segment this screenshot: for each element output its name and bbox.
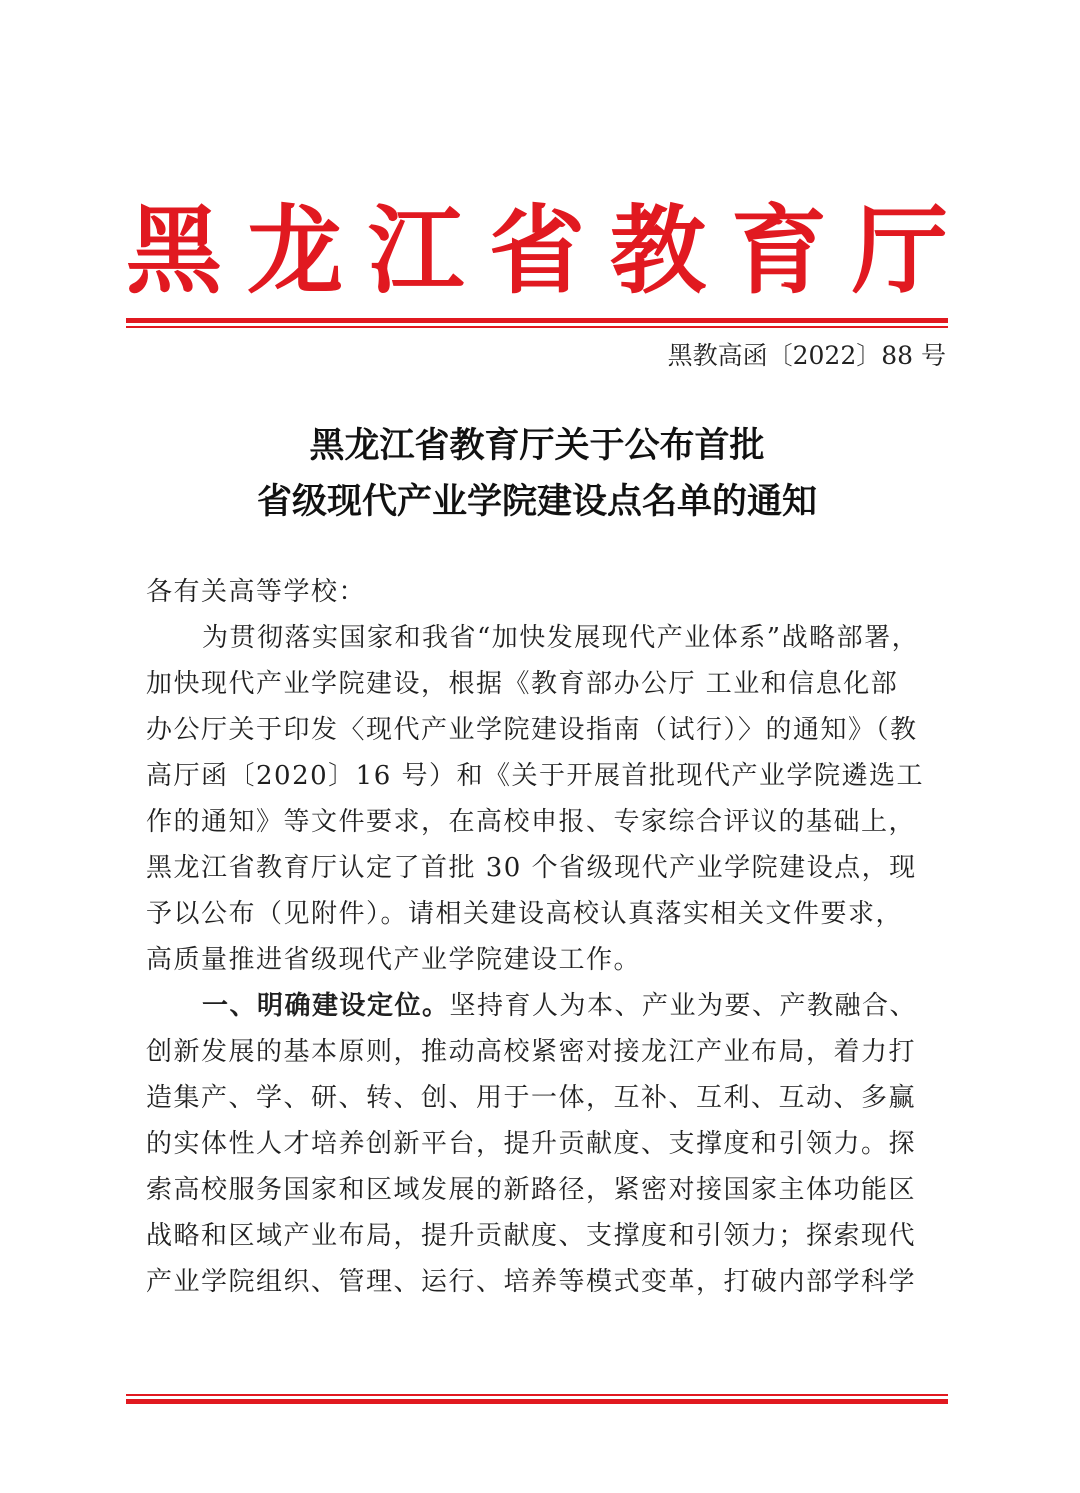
paragraph-line: 加快现代产业学院建设，根据《教育部办公厅 工业和信息化部 — [146, 669, 899, 699]
section-heading: 一、明确建设定位。 — [202, 991, 450, 1021]
paragraph-line: 予以公布（见附件）。请相关建设高校认真落实相关文件要求， — [146, 899, 904, 929]
paragraph-line: 高质量推进省级现代产业学院建设工作。 — [146, 945, 642, 975]
notice-title — [126, 418, 948, 530]
header-char: 江 — [368, 194, 464, 307]
paragraph-line: 高厅函〔2020〕16 号）和《关于开展首批现代产业学院遴选工 — [146, 761, 925, 791]
paragraph-line: 创新发展的基本原则，推动高校紧密对接龙江产业布局，着力打 — [146, 1037, 917, 1067]
paragraph-line: 作的通知》等文件要求，在高校申报、专家综合评议的基础上， — [146, 807, 917, 837]
paragraph-line: 产业学院组织、管理、运行、培养等模式变革，打破内部学科学 — [146, 1267, 917, 1297]
salutation: 各有关高等学校： — [146, 577, 367, 607]
paragraph-line: 造集产、学、研、转、创、用于一体，互补、互利、互动、多赢 — [146, 1083, 917, 1113]
notice-title-line: 黑龙江省教育厅关于公布首批 — [309, 426, 765, 466]
issuing-authority-header — [126, 196, 948, 306]
paragraph-line: 索高校服务国家和区域发展的新路径，紧密对接国家主体功能区 — [146, 1175, 917, 1205]
header-char: 黑 — [126, 194, 222, 307]
header-char: 育 — [731, 194, 827, 307]
section-text: 坚持育人为本、产业为要、产教融合、 — [449, 991, 918, 1021]
header-char: 省 — [489, 194, 585, 307]
header-char: 龙 — [247, 194, 343, 307]
footer-divider-thin — [126, 1394, 948, 1396]
header-char: 教 — [610, 194, 706, 307]
footer-divider-thick — [126, 1399, 948, 1404]
header-divider-thin — [126, 326, 948, 328]
notice-title-line: 省级现代产业学院建设点名单的通知 — [256, 482, 817, 522]
paragraph-line: 黑龙江省教育厅认定了首批 30 个省级现代产业学院建设点，现 — [146, 853, 917, 883]
paragraph-line: 为贯彻落实国家和我省“加快发展现代产业体系”战略部署， — [202, 623, 920, 653]
notice-body — [146, 569, 946, 1305]
header-char: 厅 — [852, 194, 948, 307]
paragraph-line: 办公厅关于印发〈现代产业学院建设指南（试行）〉的通知》（教 — [146, 715, 918, 745]
section-one-line — [146, 983, 946, 1029]
header-divider-thick — [126, 318, 948, 323]
document-number: 黑教高函〔2022〕88 号 — [667, 341, 946, 370]
paragraph-line: 的实体性人才培养创新平台，提升贡献度、支撑度和引领力。探 — [146, 1129, 917, 1159]
paragraph-line: 战略和区域产业布局，提升贡献度、支撑度和引领力；探索现代 — [146, 1221, 917, 1251]
